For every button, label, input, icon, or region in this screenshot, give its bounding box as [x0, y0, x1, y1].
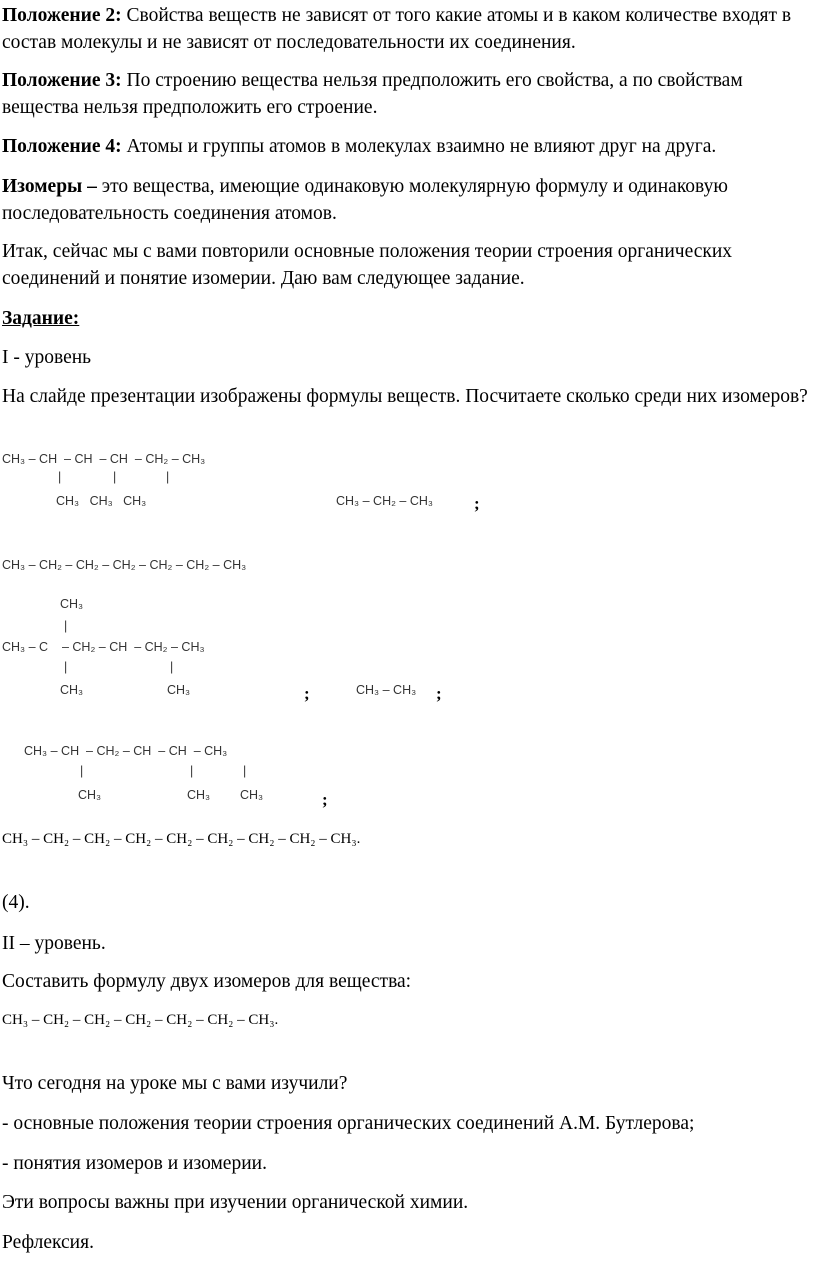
statement-2-text: Свойства веществ не зависят от того какие атомы и в каком количестве входят в состав молекулы и не зависят от последовательности их соединения.: [2, 5, 792, 53]
formula-6-main: CH₃ – CH – CH₂ – CH – CH – CH₃: [24, 744, 228, 758]
formula-nonane: CH₃ – CH₂ – CH₂ – CH₂ – CH₂ – CH₂ – CH₂ – CH₂ – CH₃.: [2, 831, 361, 847]
formula-2-semicolon: ;: [474, 494, 480, 513]
formula-6-branch-1: CH₃: [78, 788, 102, 802]
recap-question: Что сегодня на уроке мы с вами изучили?: [2, 1073, 348, 1094]
formula-6-semicolon: ;: [322, 790, 328, 809]
level-2-question: Составить формулу двух изомеров для вещества:: [2, 971, 412, 992]
formula-4-bond-top: |: [64, 619, 68, 633]
answer: (4).: [2, 892, 30, 913]
formula-1-bond-3: |: [166, 470, 170, 484]
formula-4-bottom-2: CH₃: [167, 683, 191, 697]
summary-paragraph: Итак, сейчас мы с вами повторили основные положения теории строения органических соединений и понятие изомерии. Даю вам следующее задание.: [2, 241, 733, 289]
formula-5: CH₃ – CH₃: [356, 683, 417, 697]
formula-heptane: CH₃ – CH₂ – CH₂ – CH₂ – CH₂ – CH₂ – CH₃.: [2, 1012, 279, 1028]
level-2-heading: II – уровень.: [2, 933, 106, 954]
formula-4-top: CH₃: [60, 597, 84, 611]
statement-2-label: Положение 2:: [2, 5, 122, 26]
formula-4-semicolon: ;: [304, 684, 310, 703]
formula-6-branch-2: CH₃: [187, 788, 211, 802]
formula-1-main: CH₃ – CH – CH – CH – CH₂ – CH₃: [2, 452, 206, 466]
recap-item-3: Эти вопросы важны при изучении органической химии.: [2, 1192, 469, 1213]
formula-6-bond-3: |: [243, 764, 247, 778]
formula-4-bottom-1: CH₃: [60, 683, 84, 697]
level-1-heading: I - уровень: [2, 347, 92, 368]
formula-4-bond-bottom-2: |: [170, 660, 174, 674]
level-1-question: На слайде презентации изображены формулы веществ. Посчитаете сколько среди них изомеров?: [2, 386, 808, 407]
recap-item-1: - основные положения теории строения органических соединений А.М. Бутлерова;: [2, 1113, 695, 1134]
formula-5-semicolon: ;: [436, 684, 442, 703]
statement-3-text: По строению вещества нельзя предположить его свойства, а по свойствам вещества нельзя предположить его строение.: [2, 70, 743, 118]
statement-4-label: Положение 4:: [2, 136, 122, 157]
formula-4-bond-bottom-1: |: [64, 660, 68, 674]
isomers-text: это вещества, имеющие одинаковую молекулярную формулу и одинаковую последовательность соединения атомов.: [2, 176, 728, 224]
task-heading-text: Задание:: [2, 308, 80, 329]
formula-3: CH₃ – CH₂ – CH₂ – CH₂ – CH₂ – CH₂ – CH₃: [2, 558, 247, 572]
formula-6-bond-1: |: [80, 764, 84, 778]
formula-6-branch-3: CH₃: [240, 788, 264, 802]
formula-6-bond-2: |: [190, 764, 194, 778]
isomers-label: Изомеры –: [2, 176, 97, 197]
formula-1-branches: CH₃ CH₃ CH₃: [56, 494, 147, 508]
reflection: Рефлексия.: [2, 1232, 94, 1253]
statement-3-label: Положение 3:: [2, 70, 122, 91]
formula-1-bond-2: |: [113, 470, 117, 484]
formula-2: CH₃ – CH₂ – CH₃: [336, 494, 433, 508]
statement-4-text: Атомы и группы атомов в молекулах взаимно не влияют друг на друга.: [121, 136, 717, 157]
formula-4-main: CH₃ – C – CH₂ – CH – CH₂ – CH₃: [2, 640, 205, 654]
formula-1-bond-1: |: [58, 470, 62, 484]
recap-item-2: - понятия изомеров и изомерии.: [2, 1153, 267, 1174]
